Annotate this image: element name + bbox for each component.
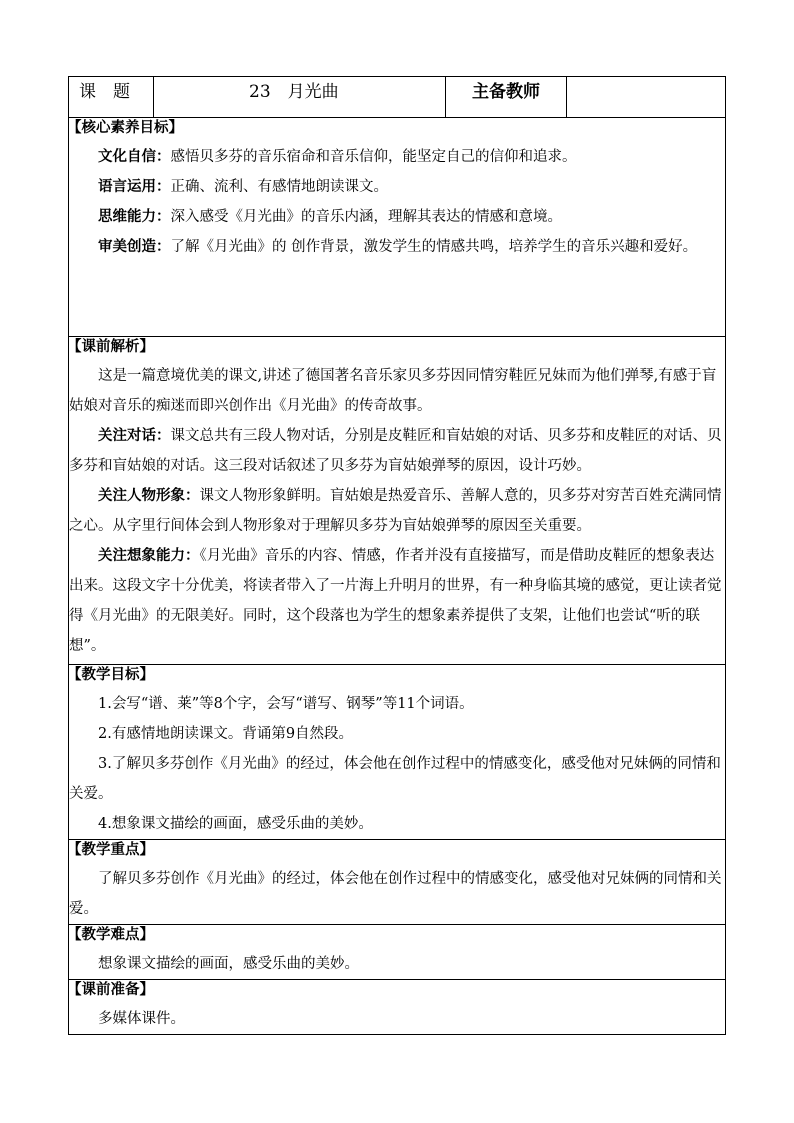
analysis-text: 课文人物形象鲜明。盲姑娘是热爱音乐、善解人意的，贝多芬对穷苦百姓充满同情之心。从字里行间体会到人物形象对于理解贝多芬为盲姑娘弹琴的原因至关重要。 — [69, 488, 722, 534]
goal-keyword: 语言运用： — [98, 178, 171, 195]
goal-text: 深入感受《月光曲》的音乐内涵，理解其表达的情感和意境。 — [170, 209, 562, 225]
analysis-title: 【课前解析】 — [67, 338, 154, 355]
lesson-plan-page — [68, 76, 726, 1035]
analysis-section — [69, 337, 726, 665]
analysis-item — [69, 541, 725, 661]
difficulties-row — [69, 925, 726, 980]
analysis-keyword: 关注对话： — [98, 427, 171, 444]
key-points-section — [69, 840, 726, 925]
analysis-item — [69, 481, 725, 541]
core-goals-section — [69, 118, 726, 337]
topic-label: 课 题 — [69, 77, 154, 118]
goal-keyword: 思维能力： — [98, 208, 171, 225]
objective-item: 4.想象课文描绘的画面，感受乐曲的美妙。 — [98, 816, 373, 832]
header-row — [69, 77, 726, 118]
objectives-section — [69, 665, 726, 840]
difficulties-section — [69, 925, 726, 980]
goal-item — [69, 232, 725, 262]
analysis-keyword: 关注想象能力： — [98, 547, 200, 564]
objective-item: 3.了解贝多芬创作《月光曲》的经过，体会他在创作过程中的情感变化，感受他对兄妹俩的同情和关爱。 — [69, 756, 721, 802]
analysis-text: 《月光曲》音乐的内容、情感，作者并没有直接描写，而是借助皮鞋匠的想象表达出来。这段文字十分优美，将读者带入了一片海上升明月的世界，有一种身临其境的感觉，更让读者觉得《月光曲》的无限美好。同时，这个段落也为学生的想象素养提供了支架，让他们也尝试“听的联想”。 — [69, 548, 722, 654]
objectives-title: 【教学目标】 — [67, 666, 154, 683]
objectives-row — [69, 665, 726, 840]
goal-keyword: 审美创造： — [98, 238, 171, 255]
core-goals-title: 【核心素养目标】 — [67, 119, 183, 136]
key-points-title: 【教学重点】 — [67, 841, 154, 858]
preparation-section — [69, 980, 726, 1035]
analysis-row — [69, 337, 726, 665]
goal-item — [69, 172, 725, 202]
goal-text: 感悟贝多芬的音乐宿命和音乐信仰，能坚定自己的信仰和追求。 — [170, 149, 577, 165]
lesson-title: 23 月光曲 — [154, 77, 446, 118]
goal-item — [69, 142, 725, 172]
key-points-row — [69, 840, 726, 925]
preparation-row — [69, 980, 726, 1035]
objective-item: 1.会写“谱、莱”等8个字，会写“谱写、钢琴”等11个词语。 — [98, 696, 474, 712]
analysis-text: 课文总共有三段人物对话，分别是皮鞋匠和盲姑娘的对话、贝多芬和皮鞋匠的对话、贝多芬和盲姑娘的对话。这三段对话叙述了贝多芬为盲姑娘弹琴的原因，设计巧妙。 — [69, 428, 722, 474]
goal-item — [69, 202, 725, 232]
difficulties-title: 【教学难点】 — [67, 926, 154, 943]
difficulties-text: 想象课文描绘的画面，感受乐曲的美妙。 — [98, 956, 359, 972]
lesson-plan-table — [68, 76, 726, 1035]
key-points-text: 了解贝多芬创作《月光曲》的经过，体会他在创作过程中的情感变化，感受他对兄妹俩的同情和关爱。 — [69, 871, 722, 917]
preparation-text: 多媒体课件。 — [98, 1011, 185, 1027]
core-goals-row — [69, 118, 726, 337]
preparation-title: 【课前准备】 — [67, 981, 154, 998]
analysis-keyword: 关注人物形象： — [98, 487, 200, 504]
teacher-label: 主备教师 — [446, 77, 567, 118]
goal-text: 正确、流利、有感情地朗读课文。 — [170, 179, 388, 195]
goal-keyword: 文化自信： — [98, 148, 171, 165]
teacher-value — [567, 77, 726, 118]
objective-item: 2.有感情地朗读课文。背诵第9自然段。 — [98, 726, 354, 742]
analysis-intro: 这是一篇意境优美的课文,讲述了德国著名音乐家贝多芬因同情穷鞋匠兄妹而为他们弹琴,有感于盲姑娘对音乐的痴迷而即兴创作出《月光曲》的传奇故事。 — [69, 368, 717, 414]
goal-text: 了解《月光曲》的 创作背景，激发学生的情感共鸣，培养学生的音乐兴趣和爱好。 — [170, 239, 698, 255]
analysis-item — [69, 421, 725, 481]
